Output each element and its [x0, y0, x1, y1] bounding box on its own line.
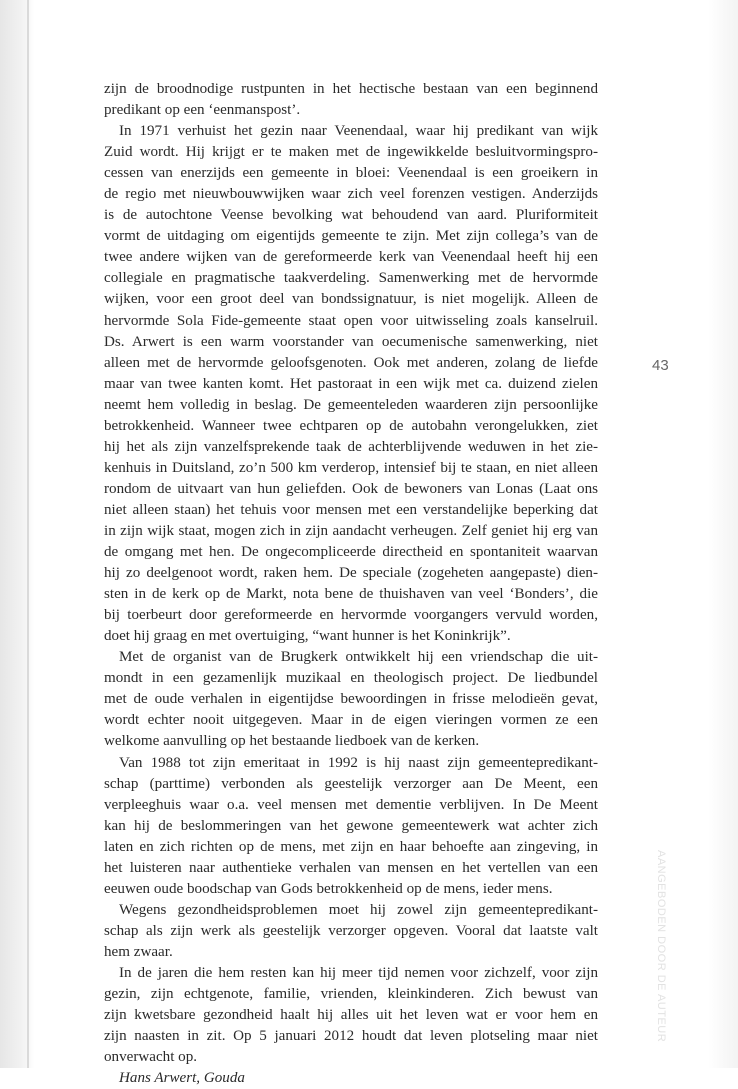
text-line: rondom de uitvaart van hun geliefden. Ook de bewoners van Lonas (Laat ons	[104, 480, 598, 497]
text-line: de regio met nieuwbouwwijken waar zich veel forenzen vestigen. Anderzijds	[104, 186, 598, 203]
text-line: het luisteren naar authentieke verhalen van mensen en het vertellen van een	[104, 859, 598, 876]
text-line: verpleeghuis waar o.a. veel mensen met dementie verblijven. In De Meent	[104, 796, 598, 813]
text-line: zijn naasten in zit. Op 5 januari 2012 houdt dat leven plotseling maar niet	[104, 1028, 598, 1045]
text-line: mondt in een gezamenlijk muzikaal en theologisch project. De liedbundel	[104, 670, 598, 687]
text-line: neemt hem volledig in beslag. De gemeenteleden waarderen zijn persoonlijke	[104, 396, 598, 413]
text-line: Wegens gezondheidsproblemen moet hij zowel zijn gemeentepredikant-	[119, 901, 598, 918]
text-line: cessen van enerzijds een gemeente in bloei: Veenendaal is een groeikern in	[104, 165, 598, 182]
text-line: zijn kwetsbare gezondheid haalt hij alles uit het leven wat er voor hem en	[104, 1007, 598, 1024]
text-line: schap (parttime) verbonden als geestelijk verzorger aan De Meent, een	[104, 775, 598, 792]
text-line: vormt de uitdaging om eigentijds gemeente te zijn. Met zijn collega’s van de	[104, 228, 598, 245]
text-line: met de oude verhalen in eigentijdse bewoordingen in frisse melodieën gevat,	[104, 691, 598, 708]
text-line: Ds. Arwert is een warm voorstander van oecumenische samenwerking, niet	[104, 333, 598, 350]
text-line: hij zo deelgenoot wordt, raken hem. De speciale (zogeheten aangepaste) dien-	[104, 565, 598, 582]
text-line: predikant op een ‘eenmanspost’.	[104, 102, 301, 119]
page-edge-shadow	[708, 0, 738, 1068]
bleed-through-text: AANGEBODEN DOOR DE AUTEUR	[655, 850, 667, 1043]
text-line: In de jaren die hem resten kan hij meer tijd nemen voor zichzelf, voor zijn	[119, 964, 598, 981]
text-line: de omgang met hen. De ongecompliceerde directheid en spontaniteit waarvan	[104, 544, 598, 561]
text-line: hem zwaar.	[104, 943, 173, 960]
text-line: schap als zijn werk als geestelijk verzorger opgeven. Vooral dat laatste valt	[104, 922, 598, 939]
page-number: 43	[652, 357, 669, 374]
text-line: betrokkenheid. Wanneer twee echtparen op de autobahn verongelukken, ziet	[104, 417, 598, 434]
text-line: Van 1988 tot zijn emeritaat in 1992 is hij naast zijn gemeentepredikant-	[119, 754, 598, 771]
text-line: alleen met de hervormde geloofsgenoten. Ook met anderen, zolang de liefde	[104, 354, 598, 371]
text-line: Zuid wordt. Hij krijgt er te maken met de ingewikkelde besluitvormingspro-	[104, 144, 598, 161]
text-line: maar van twee kanten komt. Het pastoraat in een wijk met ca. duizend zielen	[104, 375, 598, 392]
text-line: Met de organist van de Brugkerk ontwikkelt hij een vriendschap die uit-	[119, 649, 598, 666]
text-line: wordt echter nooit uitgegeven. Maar in de eigen vieringen vormen ze een	[104, 712, 598, 729]
text-line: bij toerbeurt door gereformeerde en hervormde voorgangers vervuld worden,	[104, 607, 598, 624]
text-line: twee andere wijken van de gereformeerde kerk van Veenendaal heeft hij een	[104, 249, 598, 266]
text-line: collegiale en pragmatische taakverdeling. Samenwerking met de hervormde	[104, 270, 598, 287]
text-line: wijken, voor een groot deel van bondssignatuur, is niet mogelijk. Alleen de	[104, 291, 598, 308]
text-line: is de autochtone Veense bevolking wat behoudend van aard. Pluriformiteit	[104, 207, 598, 224]
text-line: kenhuis in Duitsland, zo’n 500 km verderop, intensief bij te staan, en niet alleen	[104, 459, 598, 476]
article-body	[104, 79, 598, 1089]
text-line: laten en zich richten op de mens, met zijn en haar behoefte aan zingeving, in	[104, 838, 598, 855]
text-line: gezin, zijn echtgenote, familie, vrienden, kleinkinderen. Zich bewust van	[104, 986, 598, 1003]
gutter-line	[27, 0, 29, 1068]
author-signature: Hans Arwert, Gouda	[119, 1070, 245, 1087]
text-line: niet alleen staan) het tehuis voor mensen met een verstandelijke beperking dat	[104, 501, 598, 518]
text-line: sten in de kerk op de Markt, nota bene de thuishaven van veel ‘Bonders’, die	[104, 586, 598, 603]
text-line: onverwacht op.	[104, 1049, 198, 1066]
text-line: hij het als zijn vanzelfsprekende taak de achterblijvende weduwen in het zie-	[104, 438, 598, 455]
text-line: zijn de broodnodige rustpunten in het hectische bestaan van een beginnend	[104, 81, 598, 97]
text-line: kan hij de beslommeringen van het gewone gemeentewerk wat achter zich	[104, 817, 598, 834]
text-line: eeuwen oude boodschap van Gods betrokkenheid op de mens, ieder mens.	[104, 880, 553, 897]
text-line: hervormde Sola Fide-gemeente staat open voor uitwisseling zoals kanselruil.	[104, 312, 598, 329]
text-line: In 1971 verhuist het gezin naar Veenendaal, waar hij predikant van wijk	[119, 123, 598, 140]
text-line: welkome aanvulling op het bestaande liedboek van de kerken.	[104, 733, 480, 750]
text-line: doet hij graag en met overtuiging, “want hunner is het Koninkrijk”.	[104, 628, 511, 645]
text-line: in zijn wijk staat, mogen zich in zijn aandacht verheugen. Zelf geniet hij erg van	[104, 522, 598, 539]
